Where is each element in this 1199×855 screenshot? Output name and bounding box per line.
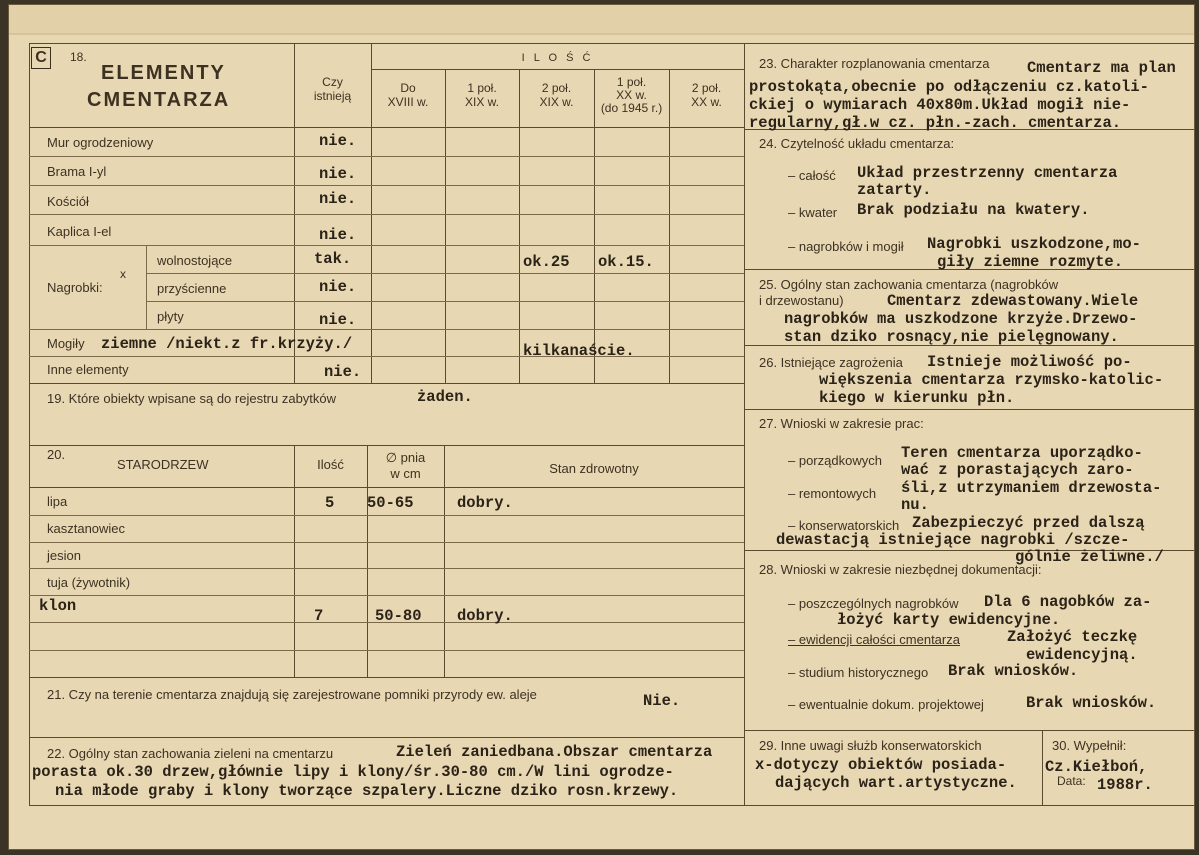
grave-standing-qty-p3: ok.25 bbox=[523, 253, 570, 271]
s28-history-label: – studium historycznego bbox=[788, 665, 929, 680]
graves-mark: x bbox=[120, 267, 126, 281]
s27-repair-label: – remontowych bbox=[788, 486, 877, 501]
tree-diameter-1: 50-65 bbox=[367, 494, 414, 512]
period-5-line2: XX w. bbox=[691, 95, 722, 109]
s18-number: 18. bbox=[70, 50, 87, 64]
tree-species-5: klon bbox=[39, 597, 77, 615]
other-elements-exists: nie. bbox=[324, 363, 362, 381]
quantity-header: I L O Ś Ć bbox=[521, 52, 594, 64]
s24-whole-label: – całość bbox=[788, 168, 836, 183]
s22-label: 22. Ogólny stan zachowania zieleni na cmentarzu bbox=[47, 746, 334, 761]
s29-line1: x-dotyczy obiektów posiada- bbox=[755, 756, 1007, 774]
s23-line1: Cmentarz ma plan bbox=[1027, 59, 1176, 77]
period-1-line1: Do bbox=[400, 81, 416, 95]
tree-qty-1: 5 bbox=[325, 494, 335, 512]
s28-records-label: – ewidencji całości cmentarza bbox=[788, 632, 960, 647]
tree-species-1: lipa bbox=[47, 494, 68, 509]
row-label-gate: Brama I-yl bbox=[47, 164, 107, 179]
row-exists-chapel: nie. bbox=[319, 226, 357, 244]
s26-line2: większenia cmentarza rzymsko-katolic- bbox=[819, 371, 1164, 389]
s20-qty-header: Ilość bbox=[317, 457, 344, 472]
s24-plots-value: Brak podziału na kwatery. bbox=[857, 201, 1090, 219]
s20-diameter-header-bottom: w cm bbox=[390, 466, 421, 481]
period-5-line1: 2 poł. bbox=[691, 81, 722, 95]
period-1-line2: XVIII w. bbox=[387, 95, 429, 109]
s27-line4: nu. bbox=[901, 496, 929, 514]
s25-line3: stan dziko rosnący,nie pielęgnowany. bbox=[784, 328, 1119, 346]
s27-line7: gólnie żeliwne./ bbox=[1015, 548, 1164, 566]
s25-label-line2: i drzewostanu) bbox=[759, 293, 844, 308]
period-2-line1: 1 poł. bbox=[467, 81, 497, 95]
s28-label: 28. Wnioski w zakresie niezbędnej dokumentacji: bbox=[759, 562, 1042, 577]
s22-line1: Zieleń zaniedbana.Obszar cmentarza bbox=[396, 743, 713, 761]
s28-graves-label: – poszczególnych nagrobków bbox=[788, 596, 959, 611]
grave-type-slab: płyty bbox=[157, 309, 184, 324]
s28-project-label: – ewentualnie dokum. projektowej bbox=[788, 697, 984, 712]
mogily-qty: kilkanaście. bbox=[523, 342, 635, 360]
s28-records-line1: Założyć teczkę bbox=[1007, 628, 1138, 646]
s29-line2: dających wart.artystyczne. bbox=[775, 774, 1017, 792]
card-top-strip bbox=[9, 5, 1194, 35]
s20-title: STARODRZEW bbox=[117, 457, 209, 472]
tree-health-1: dobry. bbox=[457, 494, 513, 512]
s26-line3: kiego w kierunku płn. bbox=[819, 389, 1015, 407]
period-4-line1: 1 poł. bbox=[616, 75, 647, 89]
period-2-line2: XIX w. bbox=[464, 95, 499, 109]
s30-date: 1988r. bbox=[1097, 776, 1153, 794]
graves-label: Nagrobki: bbox=[47, 280, 103, 295]
row-exists-church: nie. bbox=[319, 190, 357, 208]
s27-line5: Zabezpieczyć przed dalszą bbox=[912, 514, 1145, 532]
s30-name: Cz.Kiełboń, bbox=[1045, 758, 1148, 776]
tree-diameter-5: 50-80 bbox=[375, 607, 422, 625]
mogily-label: Mogiły bbox=[47, 336, 85, 351]
s21-label: 21. Czy na terenie cmentarza znajdują się zarejestrowane pomniki przyrody ew. aleje bbox=[47, 687, 537, 702]
row-exists-gate: nie. bbox=[319, 165, 357, 183]
s27-line2: wać z porastających zaro- bbox=[901, 461, 1134, 479]
grave-standing-qty-p4: ok.15. bbox=[598, 253, 654, 271]
s25-label-line1: 25. Ogólny stan zachowania cmentarza (nagrobków bbox=[759, 277, 1059, 292]
tree-species-4: tuja (żywotnik) bbox=[47, 575, 131, 590]
record-card bbox=[8, 4, 1195, 850]
period-4-line2: XX w. bbox=[616, 88, 647, 102]
s23-line4: regularny,gł.w cz. płn.-zach. cmentarza. bbox=[749, 114, 1122, 132]
s28-graves-line1: Dla 6 nagobków za- bbox=[984, 593, 1152, 611]
exists-header-line1: Czy bbox=[322, 75, 343, 89]
s27-conservation-label: – konserwatorskich bbox=[788, 518, 900, 533]
grave-type-standing: wolnostojące bbox=[157, 253, 233, 268]
s23-line2: prostokąta,obecnie po odłączeniu cz.katoli- bbox=[749, 78, 1149, 96]
s22-line3: nia młode graby i klony tworzące szpalery.Liczne dziko rosn.krzewy. bbox=[55, 782, 679, 800]
tree-qty-5: 7 bbox=[314, 607, 324, 625]
s24-graves-label: – nagrobków i mogił bbox=[788, 239, 904, 254]
s25-line2: nagrobków ma uszkodzone krzyże.Drzewo- bbox=[784, 310, 1138, 328]
s24-graves-line1: Nagrobki uszkodzone,mo- bbox=[927, 235, 1141, 253]
s28-project-value: Brak wniosków. bbox=[1026, 694, 1157, 712]
s24-plots-label: – kwater bbox=[788, 205, 838, 220]
frame-bottom bbox=[29, 805, 1195, 806]
s22-line2: porasta ok.30 drzew,głównie lipy i klony/śr.30-80 cm./W lini ogrodze- bbox=[32, 763, 674, 781]
s18-title-line1: ELEMENTY bbox=[101, 62, 226, 84]
row-exists-wall: nie. bbox=[319, 132, 357, 150]
s21-value: Nie. bbox=[643, 692, 681, 710]
s24-whole-line1: Układ przestrzenny cmentarza bbox=[857, 164, 1118, 182]
section-box-letter: C bbox=[31, 47, 51, 69]
s28-history-value: Brak wniosków. bbox=[948, 662, 1079, 680]
period-3-line1: 2 poł. bbox=[541, 81, 572, 95]
s27-cleanup-label: – porządkowych bbox=[788, 453, 882, 468]
s25-line1: Cmentarz zdewastowany.Wiele bbox=[887, 292, 1139, 310]
grave-slab-exists: nie. bbox=[319, 311, 357, 329]
s30-label: 30. Wypełnił: bbox=[1052, 738, 1127, 753]
grave-type-wall: przyścienne bbox=[157, 281, 227, 296]
s20-health-header: Stan zdrowotny bbox=[549, 461, 639, 476]
s19-value: żaden. bbox=[417, 388, 473, 406]
row-label-church: Kościół bbox=[47, 194, 89, 209]
s28-records-line2: ewidencyjną. bbox=[1026, 646, 1138, 664]
row-label-chapel: Kaplica I-el bbox=[47, 224, 112, 239]
s28-graves-line2: łożyć karty ewidencyjne. bbox=[837, 611, 1061, 629]
other-elements-label: Inne elementy bbox=[47, 362, 129, 377]
s26-label: 26. Istniejące zagrożenia bbox=[759, 355, 903, 370]
s24-whole-line2: zatarty. bbox=[857, 181, 932, 199]
column-divider bbox=[744, 43, 745, 805]
s19-label: 19. Które obiekty wpisane są do rejestru zabytków bbox=[47, 391, 337, 406]
mogily-value: ziemne /niekt.z fr.krzyży./ bbox=[101, 335, 353, 353]
period-4-line3: (do 1945 r.) bbox=[600, 101, 663, 115]
frame-top bbox=[29, 43, 1195, 44]
s20-diameter-header-top: ∅ pnia bbox=[385, 450, 426, 465]
period-3-line2: XIX w. bbox=[539, 95, 574, 109]
s23-line3: ckiej o wymiarach 40x80m.Układ mogił nie- bbox=[749, 96, 1131, 114]
row-label-wall: Mur ogrodzeniowy bbox=[47, 135, 154, 150]
s27-label: 27. Wnioski w zakresie prac: bbox=[759, 416, 924, 431]
s20-number: 20. bbox=[47, 447, 66, 462]
s27-line3: śli,z utrzymaniem drzewosta- bbox=[901, 479, 1162, 497]
s27-line1: Teren cmentarza uporządko- bbox=[901, 444, 1143, 462]
grave-wall-exists: nie. bbox=[319, 278, 357, 296]
s26-line1: Istnieje możliwość po- bbox=[927, 353, 1132, 371]
s24-graves-line2: giły ziemne rozmyte. bbox=[937, 253, 1124, 271]
s23-label: 23. Charakter rozplanowania cmentarza bbox=[759, 56, 990, 71]
exists-header-line2: istnieją bbox=[313, 89, 352, 103]
s18-title-line2: CMENTARZA bbox=[87, 89, 231, 111]
s30-date-label: Data: bbox=[1057, 774, 1086, 788]
frame-left bbox=[29, 43, 30, 805]
tree-health-5: dobry. bbox=[457, 607, 513, 625]
tree-species-3: jesion bbox=[47, 548, 81, 563]
grave-standing-exists: tak. bbox=[314, 250, 352, 268]
tree-species-2: kasztanowiec bbox=[47, 521, 126, 536]
s27-line6: dewastacją istniejące nagrobki /szcze- bbox=[776, 531, 1130, 549]
s24-label: 24. Czytelność układu cmentarza: bbox=[759, 136, 955, 151]
s29-label: 29. Inne uwagi służb konserwatorskich bbox=[759, 738, 982, 753]
